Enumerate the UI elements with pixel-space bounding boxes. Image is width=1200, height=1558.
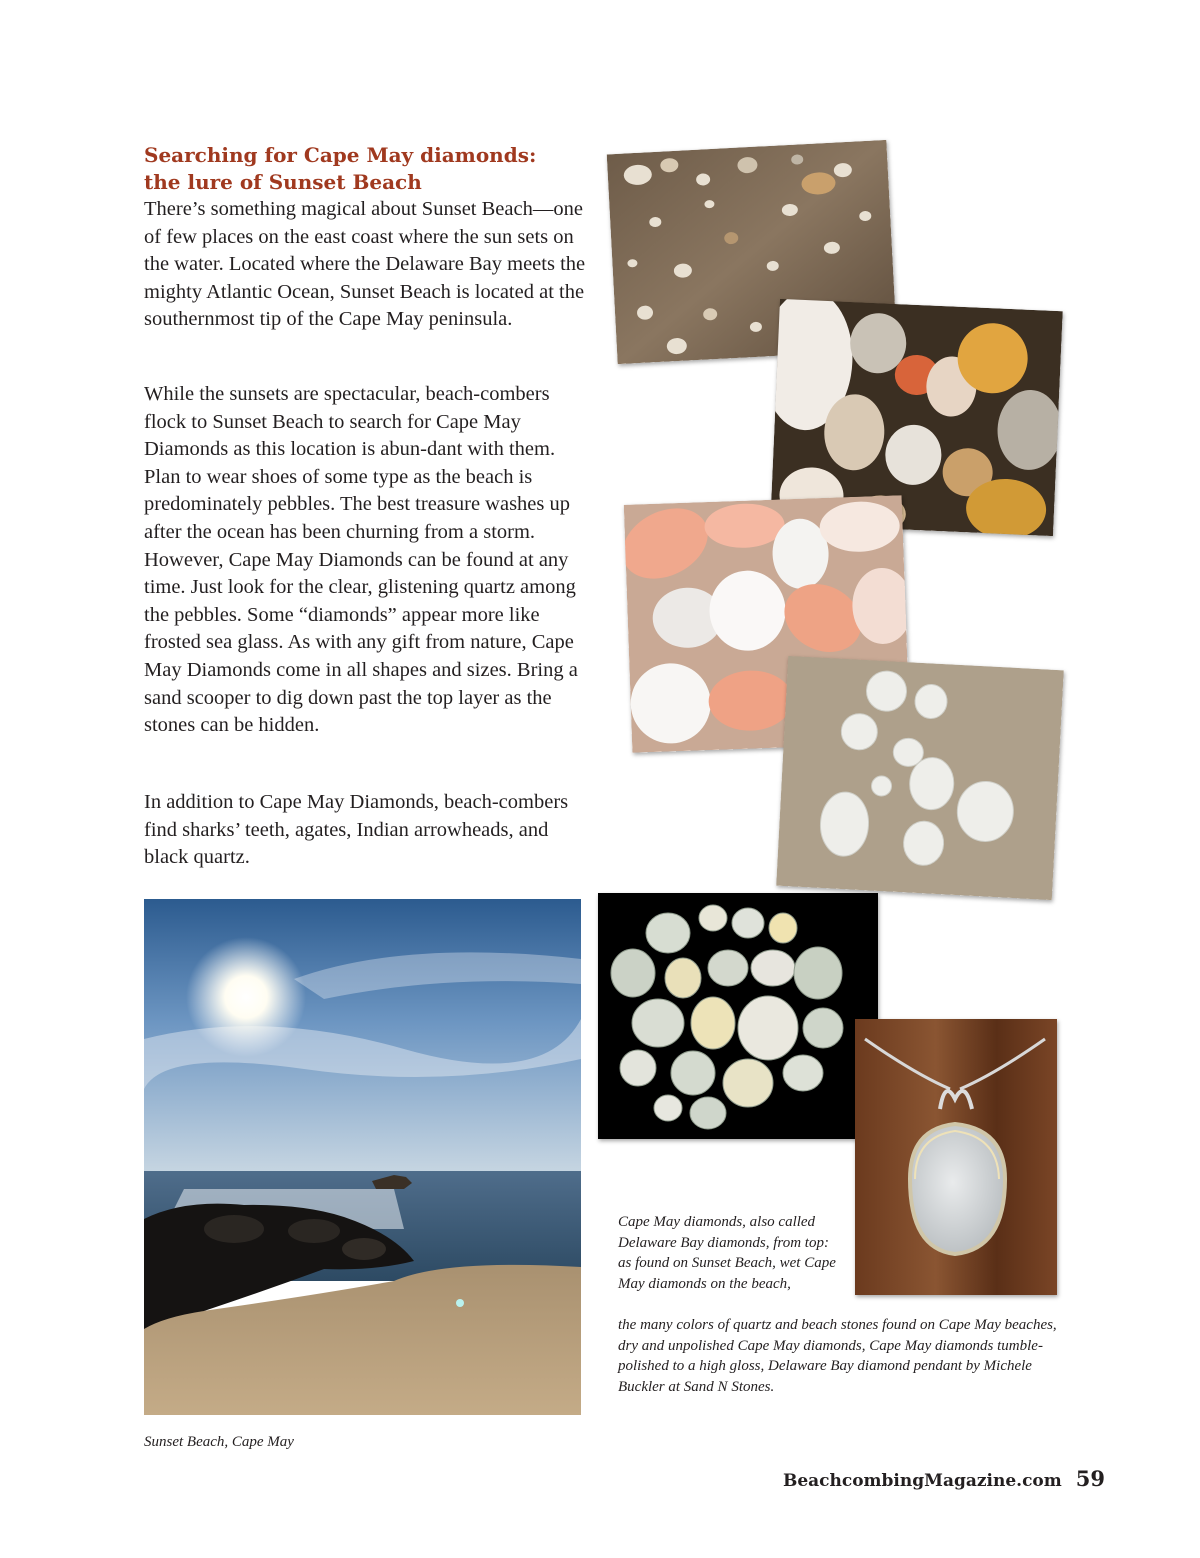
caption-stones-part1: Cape May diamonds, also called Delaware Bay diamonds, from top: as found on Sunset Beach, wet Cape May diamonds on the beach, bbox=[618, 1214, 836, 1292]
article-heading-line1: Searching for Cape May diamonds: bbox=[144, 143, 537, 167]
photo-polished-diamonds bbox=[598, 893, 878, 1139]
article-heading-line2: the lure of Sunset Beach bbox=[144, 170, 422, 194]
article-heading bbox=[144, 142, 584, 196]
body-paragraph-1: There’s something magical about Sunset Beach—one of few places on the east coast where the sun sets on the water. Located where the Delaware Bay meets the mighty Atlantic Ocean, Sunset Beach is located at the southernmost tip of the Cape May peninsula. bbox=[144, 198, 586, 331]
caption-sunset-beach: Sunset Beach, Cape May bbox=[144, 1434, 294, 1450]
page-footer bbox=[783, 1466, 1105, 1491]
body-paragraph-3: In addition to Cape May Diamonds, beach-combers find sharks’ teeth, agates, Indian arrowheads, and black quartz. bbox=[144, 791, 569, 869]
photo-dry-diamonds bbox=[776, 656, 1064, 900]
caption-stones-part2: the many colors of quartz and beach stones found on Cape May beaches, dry and unpolished Cape May diamonds, Cape May diamonds tumble-polished to a high gloss, Delaware Bay diamond pendant by Michele Buckler at Sand N Stones. bbox=[618, 1317, 1057, 1395]
photo-sunset-beach bbox=[144, 899, 581, 1415]
photo-diamond-pendant bbox=[855, 1019, 1057, 1295]
body-paragraph-2: While the sunsets are spectacular, beach-combers flock to Sunset Beach to search for Cape May Diamonds as this location is abun-dant with them. Plan to wear shoes of some type as the beach is predominately pebbles. The best treasure washes up after the ocean has been churning from a storm. However, Cape May Diamonds can be found at any time. Just look for the clear, glistening quartz among the pebbles. Some “diamonds” appear more like frosted sea glass. As with any gift from nature, Cape May Diamonds come in all shapes and sizes. Bring a sand scooper to dig down past the top layer as the stones can be hidden. bbox=[144, 383, 578, 737]
footer-site-name: BeachcombingMagazine.com bbox=[782, 1471, 1062, 1491]
page-number: 59 bbox=[1075, 1466, 1105, 1491]
